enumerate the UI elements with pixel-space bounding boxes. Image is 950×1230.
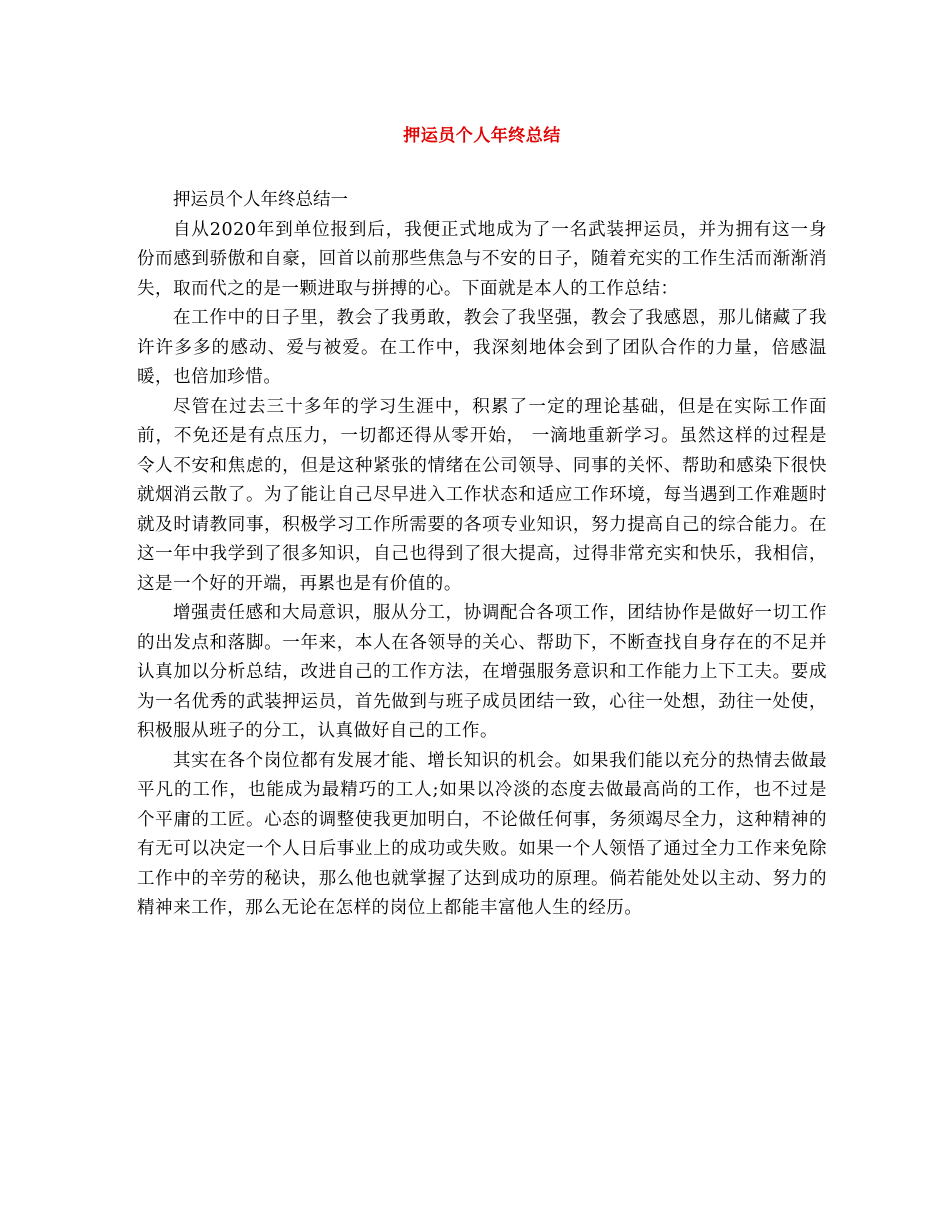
paragraph-4: 增强责任感和大局意识，服从分工，协调配合各项工作，团结协作是做好一切工作的出发点和落脚。一年来，本人在各领导的关心、帮助下，不断查找自身存在的不足并认真加以分析总结，改进自己的工作方法，在增强服务意识和工作能力上下工夫。要成为一名优秀的武装押运员，首先做到与班子成员团结一致，心往一处想，劲往一处使，积极服从班子的分工，认真做好自己的工作。 (137, 603, 827, 741)
paragraph-1: 自从2020年到单位报到后，我便正式地成为了一名武装押运员，并为拥有这一身份而感到骄傲和自豪，回首以前那些焦急与不安的日子，随着充实的工作生活而渐渐消失，取而代之的是一颗进取与拼搏的心。下面就是本人的工作总结： (137, 219, 827, 299)
paragraph-2: 在工作中的日子里，教会了我勇敢，教会了我坚强，教会了我感恩，那儿储藏了我许许多多的感动、爱与被爱。在工作中，我深刻地体会到了团队合作的力量，倍感温暖，也倍加珍惜。 (137, 308, 827, 387)
document-title: 押运员个人年终总结 (403, 126, 561, 146)
section-heading: 押运员个人年终总结一 (173, 190, 348, 210)
document-page (137, 0, 827, 1230)
paragraph-3: 尽管在过去三十多年的学习生涯中，积累了一定的理论基础，但是在实际工作面前，不免还是有点压力，一切都还得从零开始， 一滴地重新学习。虽然这样的过程是令人不安和焦虑的，但是这种紧张的情绪在公司领导、同事的关怀、帮助和感染下很快就烟消云散了。为了能让自己尽早进入工作状态和适应工作环境，每当遇到工作难题时就及时请教同事，积极学习工作所需要的各项专业知识，努力提高自己的综合能力。在这一年中我学到了很多知识，自己也得到了很大提高，过得非常充实和快乐，我相信，这是一个好的开端，再累也是有价值的。 (137, 396, 827, 594)
paragraph-5: 其实在各个岗位都有发展才能、增长知识的机会。如果我们能以充分的热情去做最平凡的工作，也能成为最精巧的工人;如果以冷淡的态度去做最高尚的工作，也不过是个平庸的工匠。心态的调整使我更加明白，不论做任何事，务须竭尽全力，这种精神的有无可以决定一个人日后事业上的成功或失败。如果一个人领悟了通过全力工作来免除工作中的辛劳的秘诀，那么他也就掌握了达到成功的原理。倘若能处处以主动、努力的精神来工作，那么无论在怎样的岗位上都能丰富他人生的经历。 (137, 750, 827, 918)
